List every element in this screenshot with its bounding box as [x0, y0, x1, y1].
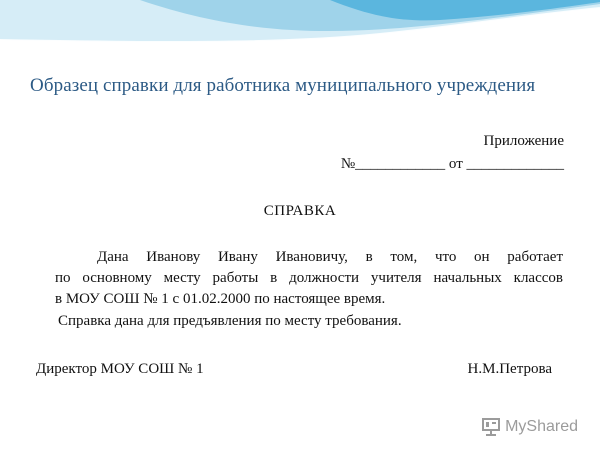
watermark [481, 417, 578, 437]
certificate-body [55, 247, 563, 310]
signer-name: Н.М.Петрова [467, 361, 552, 377]
document-heading: СПРАВКА [263, 203, 337, 219]
attachment-label: Приложение [483, 133, 564, 149]
body-line: Дана Иванову Ивану Ивановичу, в том, что он работает [97, 249, 563, 265]
header-wave-decoration [0, 0, 600, 60]
presentation-board-icon [481, 417, 501, 437]
signer-position: Директор МОУ СОШ № 1 [36, 361, 204, 377]
watermark-text: MyShared [505, 418, 578, 435]
body-line: в МОУ СОШ № 1 с 01.02.2000 по настоящее время. [55, 291, 386, 307]
body-line: по основному месту работы в должности учителя начальных классов [55, 270, 563, 286]
document-number-line: №____________ от _____________ [340, 156, 564, 172]
slide-title: Образец справки для работника муниципального учреждения [30, 75, 536, 96]
certificate-purpose: Справка дана для предъявления по месту требования. [58, 313, 402, 329]
